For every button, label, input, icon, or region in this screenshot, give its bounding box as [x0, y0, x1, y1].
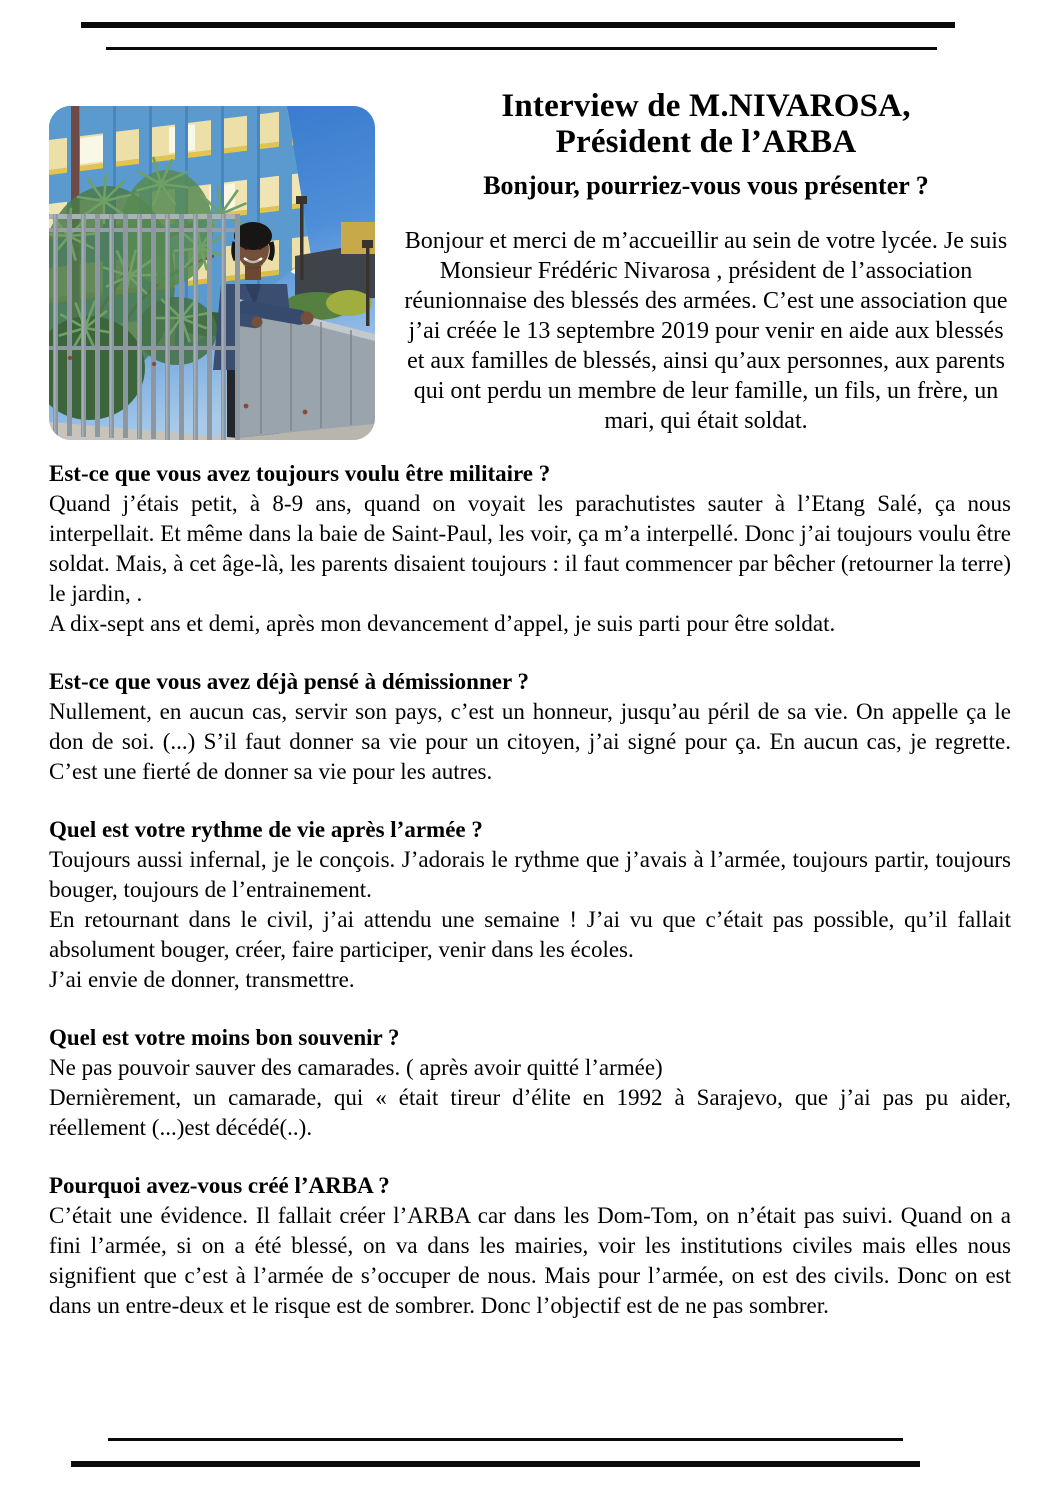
- top-thin-rule: [106, 47, 937, 50]
- intro-answer: Bonjour et merci de m’accueillir au sein de votre lycée. Je suis Monsieur Frédéric Nivarosa , président de l’association réunionnaise des blessés des armées. C’est une association que j’ai créée le 13 septembre 2019 pour venir en aide aux blessés et aux familles de blessés, ainsi qu’aux personnes, aux parents qui ont perdu un membre de leur famille, un fils, un frère, un mari, qui était soldat.: [404, 228, 1008, 434]
- bottom-thick-rule: [71, 1461, 920, 1467]
- qa-section-memory: [49, 1023, 1011, 1143]
- qa-question: Quel est votre rythme de vie après l’armée ?: [49, 817, 483, 842]
- photo-illustration: [49, 106, 375, 440]
- qa-section-arba: [49, 1171, 1011, 1321]
- qa-answer-paragraph: En retournant dans le civil, j’ai attendu une semaine ! J’ai vu que c’était pas possible, qu’il fallait absolument bouger, créer, faire participer, venir dans les écoles.: [49, 907, 1011, 962]
- intro-question: Bonjour, pourriez-vous vous présenter ?: [483, 171, 929, 200]
- qa-section-resign: [49, 667, 1011, 787]
- qa-question: Est-ce que vous avez toujours voulu être militaire ?: [49, 461, 551, 486]
- qa-answer-paragraph: Ne pas pouvoir sauver des camarades. ( après avoir quitté l’armée): [49, 1055, 663, 1080]
- qa-section-military: [49, 459, 1011, 639]
- qa-answer-paragraph: Toujours aussi infernal, je le conçois. J’adorais le rythme que j’avais à l’armée, toujours partir, toujours bouger, toujours de l’entrainement.: [49, 847, 1011, 902]
- qa-question: Pourquoi avez-vous créé l’ARBA ?: [49, 1173, 390, 1198]
- page-title-line-2: Président de l’ARBA: [555, 124, 857, 160]
- bottom-thin-rule: [108, 1438, 903, 1441]
- qa-sections: [49, 459, 1011, 1321]
- qa-answer-paragraph: J’ai envie de donner, transmettre.: [49, 967, 355, 992]
- page-title-line-1: Interview de M.NIVAROSA,: [501, 88, 911, 124]
- top-thick-rule: [81, 22, 955, 28]
- interview-photo: [49, 106, 375, 440]
- qa-section-rhythm: [49, 815, 1011, 995]
- qa-question: Est-ce que vous avez déjà pensé à démissionner ?: [49, 669, 530, 694]
- qa-answer-paragraph: A dix-sept ans et demi, après mon devancement d’appel, je suis parti pour être soldat.: [49, 611, 836, 636]
- page-content: [49, 88, 1011, 1321]
- page-title: [401, 88, 1011, 160]
- qa-answer-paragraph: Dernièrement, un camarade, qui « était tireur d’élite en 1992 à Sarajevo, que j’ai pas pu aider, réellement (...)est décédé(..).: [49, 1085, 1011, 1140]
- qa-answer-paragraph: Quand j’étais petit, à 8-9 ans, quand on voyait les parachutistes sauter à l’Etang Salé, ça nous interpellait. Et même dans la baie de Saint-Paul, les voir, ça m’a interpellé. Donc j’ai toujours voulu être soldat. Mais, à cet âge-là, les parents disaient toujours : il faut commencer par bêcher (retourner la terre) le jardin, .: [49, 491, 1011, 606]
- header-text-block: [401, 88, 1011, 440]
- header-row: [49, 88, 1011, 440]
- qa-answer-paragraph: C’était une évidence. Il fallait créer l’ARBA car dans les Dom-Tom, on n’était pas suivi. Quand on a fini l’armée, si on a été blessé, on va dans les mairies, voir les institutions civiles mais elles nous signifient que c’est à l’armée de s’occuper de nous. Mais pour l’armée, on est des civils. Donc on est dans un entre-deux et le risque est de sombrer. Donc l’objectif est de ne pas sombrer.: [49, 1203, 1011, 1318]
- qa-answer-paragraph: Nullement, en aucun cas, servir son pays, c’est un honneur, jusqu’au péril de sa vie. On appelle ça le don de soi. (...) S’il faut donner sa vie pour un citoyen, j’ai signé pour ça. En aucun cas, je regrette. C’est une fierté de donner sa vie pour les autres.: [49, 699, 1011, 784]
- qa-question: Quel est votre moins bon souvenir ?: [49, 1025, 400, 1050]
